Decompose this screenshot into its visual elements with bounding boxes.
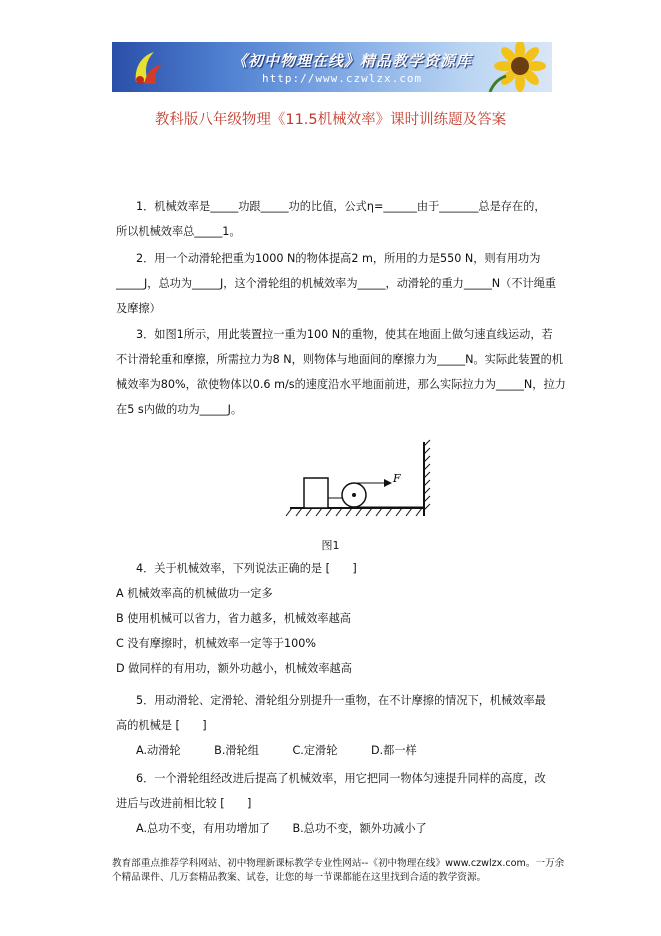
question-3-line-3: 械效率为80%，欲使物体以0.6 m/s的速度沿水平地面前进，那么实际拉力为_____N，拉力	[116, 378, 566, 391]
site-banner	[112, 42, 552, 92]
question-2-line-2: _____J，总功为_____J，这个滑轮组的机械效率为_____，动滑轮的重力_____N（不计绳重	[116, 277, 557, 290]
question-2-line-1: 2．用一个动滑轮把重为1000 N的物体提高2 m，所用的力是550 N，则有用功为	[136, 252, 541, 265]
question-4-option-d: D 做同样的有用功，额外功越小，机械效率越高	[116, 662, 352, 675]
footer-line-2: 个精品课件、几万套精品教案、试卷，让您的每一节课都能在这里找到合适的教学资源。	[112, 872, 487, 883]
question-5	[116, 688, 576, 763]
question-6-line-1: 6．一个滑轮组经改进后提高了机械效率，用它把同一物体匀速提升同样的高度，改	[136, 772, 546, 785]
question-3	[116, 322, 576, 422]
question-4-option-c: C 没有摩擦时，机械效率一定等于100%	[116, 637, 316, 650]
question-5-line-2: 高的机械是 [ ]	[116, 719, 207, 732]
banner-url: http://www.czwlzx.com	[262, 72, 423, 85]
question-5-options: A.动滑轮 B.滑轮组 C.定滑轮 D.都一样	[136, 744, 417, 757]
question-6-line-2: 进后与改进前相比较 [ ]	[116, 797, 252, 810]
question-5-line-1: 5．用动滑轮、定滑轮、滑轮组分别提升一重物，在不计摩擦的情况下，机械效率最	[136, 694, 546, 707]
question-6-options: A.总功不变，有用功增加了 B.总功不变，额外功减小了	[136, 822, 427, 835]
figure-1-pulley-diagram	[282, 438, 432, 524]
question-1-line-2: 所以机械效率总_____1。	[116, 225, 241, 238]
question-2-line-3: 及摩擦）	[116, 302, 161, 315]
ground-hatching	[286, 508, 422, 516]
sunflower-icon	[484, 42, 548, 92]
footer-line-1: 教育部重点推荐学科网站、初中物理新课标教学专业性网站--《初中物理在线》www.czwlzx.com。一万余	[112, 858, 565, 869]
weight-block	[304, 478, 328, 508]
question-3-line-2: 不计滑轮重和摩擦，所需拉力为8 N，则物体与地面间的摩擦力为_____N。实际此装置的机	[116, 353, 563, 366]
page-footer	[112, 857, 572, 885]
question-4-stem: 4．关于机械效率，下列说法正确的是 [ ]	[136, 562, 357, 575]
question-4-option-b: B 使用机械可以省力，省力越多，机械效率越高	[116, 612, 351, 625]
force-arrowhead	[384, 479, 392, 487]
question-4	[116, 556, 576, 681]
question-3-line-4: 在5 s内做的功为_____J。	[116, 403, 243, 416]
question-1-line-1: 1．机械效率是_____功跟_____功的比值，公式η=______由于_______总是存在的，	[136, 200, 546, 213]
question-2	[116, 246, 576, 321]
question-6	[116, 766, 576, 841]
figure-caption: 图1	[321, 539, 340, 552]
question-4-option-a: A 机械效率高的机械做功一定多	[116, 587, 273, 600]
force-label: F	[393, 472, 401, 485]
pulley-axle	[352, 493, 356, 497]
document-title: 教科版八年级物理《11.5机械效率》课时训练题及答案	[154, 112, 507, 128]
site-logo-icon	[130, 48, 166, 86]
question-3-line-1: 3．如图1所示，用此装置拉一重为100 N的重物，使其在地面上做匀速直线运动，若	[136, 328, 553, 341]
banner-title: 《初中物理在线》精品教学资源库	[232, 52, 473, 70]
question-1	[116, 194, 576, 244]
